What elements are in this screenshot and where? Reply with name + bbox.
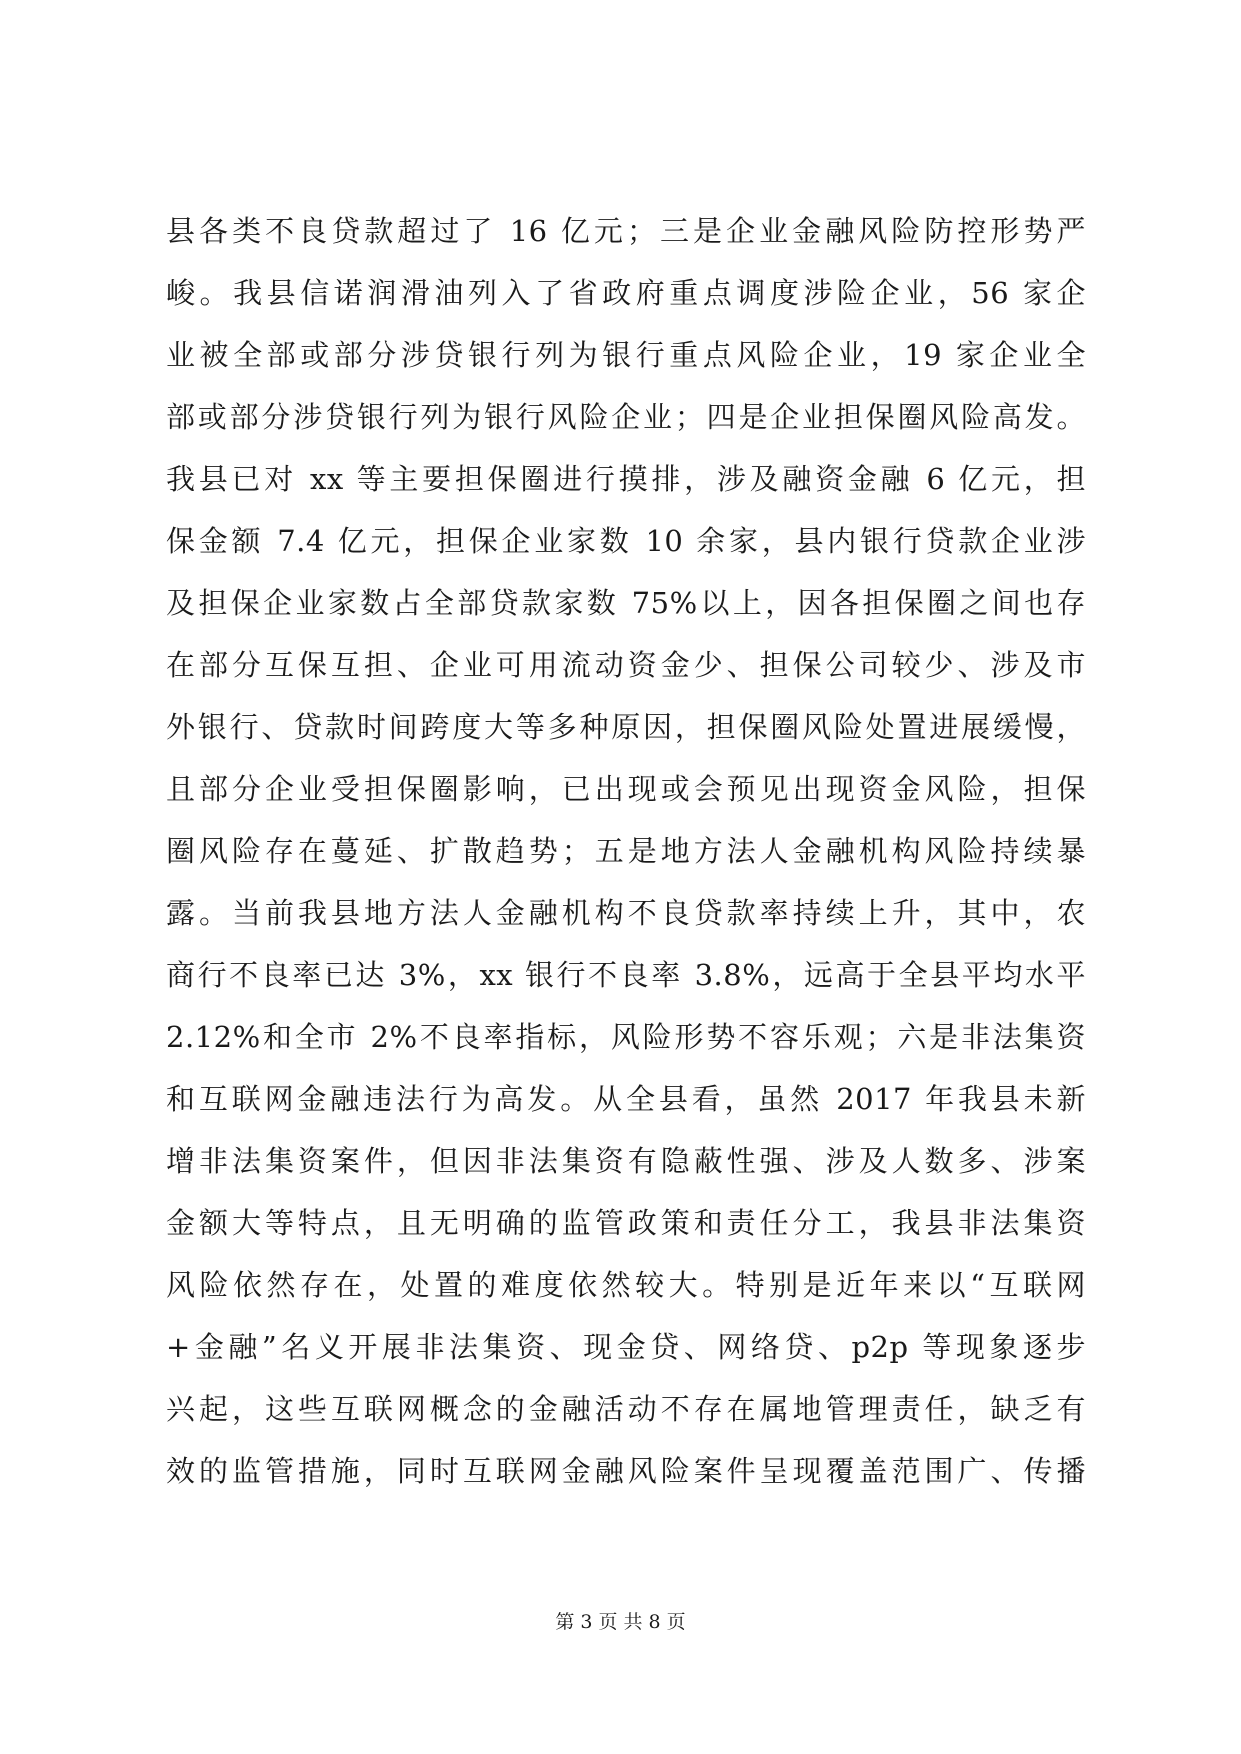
text-line: 增非法集资案件，但因非法集资有隐蔽性强、涉及人数多、涉案 bbox=[166, 1144, 1086, 1178]
text-line: 保金额 7.4 亿元，担保企业家数 10 余家，县内银行贷款企业涉 bbox=[166, 524, 1086, 558]
text-line: 2.12%和全市 2%不良率指标，风险形势不容乐观；六是非法集资 bbox=[166, 1020, 1086, 1054]
text-line: 兴起，这些互联网概念的金融活动不存在属地管理责任，缺乏有 bbox=[166, 1392, 1086, 1426]
text-line: 峻。我县信诺润滑油列入了省政府重点调度涉险企业，56 家企 bbox=[166, 276, 1086, 310]
text-line: 部或部分涉贷银行列为银行风险企业；四是企业担保圈风险高发。 bbox=[166, 400, 1086, 434]
text-line: 露。当前我县地方法人金融机构不良贷款率持续上升，其中，农 bbox=[166, 896, 1086, 930]
text-line: 金额大等特点，且无明确的监管政策和责任分工，我县非法集资 bbox=[166, 1206, 1086, 1240]
text-line: 我县已对 xx 等主要担保圈进行摸排，涉及融资金融 6 亿元，担 bbox=[166, 462, 1086, 496]
text-line: 效的监管措施，同时互联网金融风险案件呈现覆盖范围广、传播 bbox=[166, 1454, 1086, 1488]
text-line: 且部分企业受担保圈影响，已出现或会预见出现资金风险，担保 bbox=[166, 772, 1086, 806]
text-line: 在部分互保互担、企业可用流动资金少、担保公司较少、涉及市 bbox=[166, 648, 1086, 682]
text-line: 和互联网金融违法行为高发。从全县看，虽然 2017 年我县未新 bbox=[166, 1082, 1086, 1116]
text-line: 业被全部或部分涉贷银行列为银行重点风险企业，19 家企业全 bbox=[166, 338, 1086, 372]
text-line: 及担保企业家数占全部贷款家数 75%以上，因各担保圈之间也存 bbox=[166, 586, 1086, 620]
text-line: 外银行、贷款时间跨度大等多种原因，担保圈风险处置进展缓慢， bbox=[166, 710, 1086, 744]
text-line: 圈风险存在蔓延、扩散趋势；五是地方法人金融机构风险持续暴 bbox=[166, 834, 1086, 868]
page-number-footer: 第 3 页 共 8 页 bbox=[555, 1611, 686, 1633]
body-text bbox=[166, 200, 1086, 1502]
text-line: 商行不良率已达 3%，xx 银行不良率 3.8%，远高于全县平均水平 bbox=[166, 958, 1086, 992]
text-line: 县各类不良贷款超过了 16 亿元；三是企业金融风险防控形势严 bbox=[166, 214, 1086, 248]
text-line: 风险依然存在，处置的难度依然较大。特别是近年来以“互联网 bbox=[166, 1268, 1086, 1302]
text-line: +金融”名义开展非法集资、现金贷、网络贷、p2p 等现象逐步 bbox=[166, 1330, 1086, 1364]
